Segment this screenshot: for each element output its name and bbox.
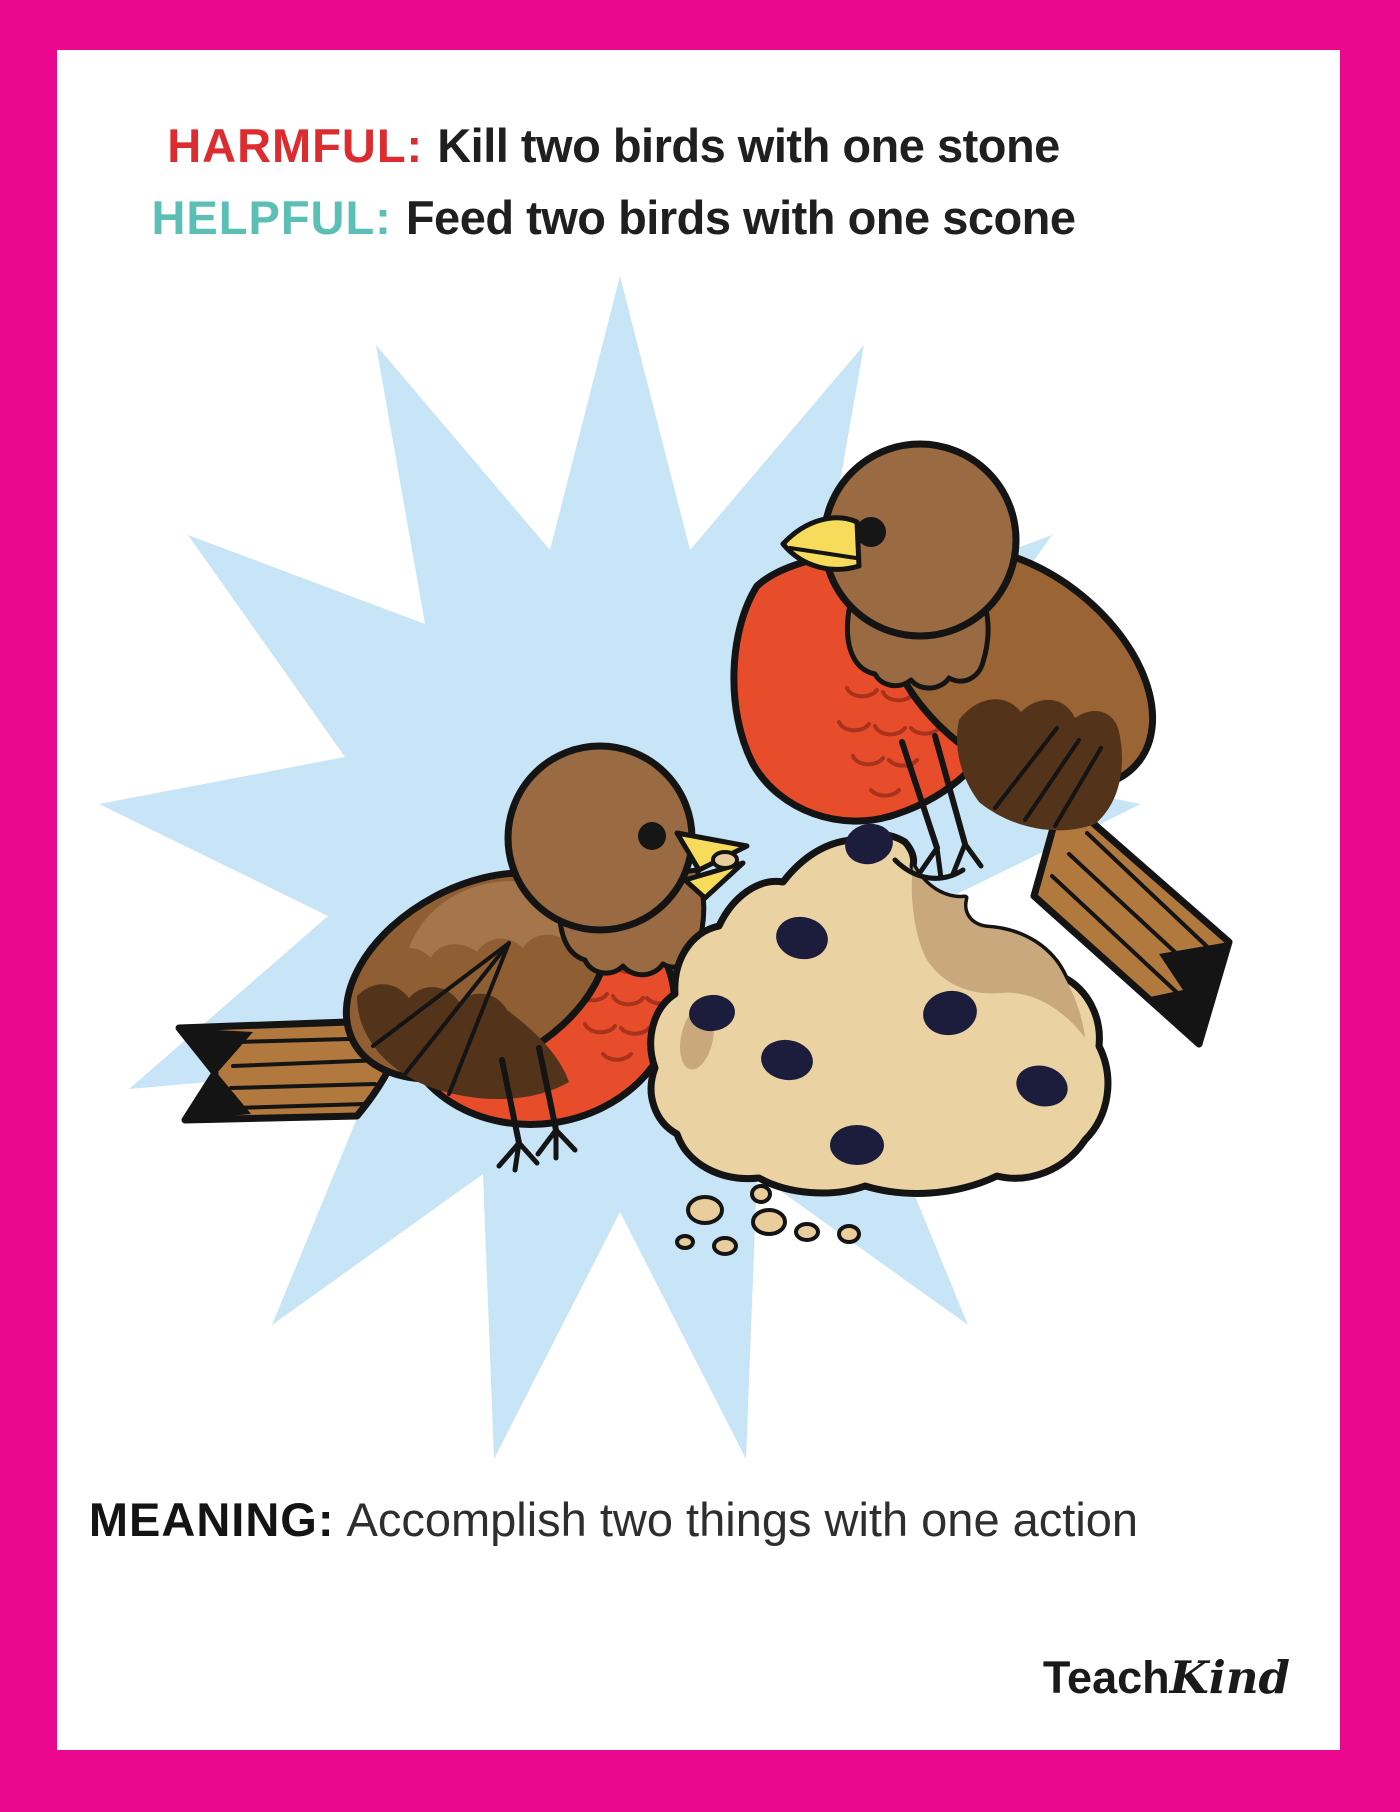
crumb [839,1226,859,1242]
left-bird-eye-icon [638,822,666,850]
crumb [752,1186,770,1202]
idiom-lines [0,110,1255,254]
crumb [753,1210,785,1234]
harmful-text: Kill two birds with one stone [437,119,1060,172]
helpful-text: Feed two birds with one scone [405,191,1076,244]
poster-card [57,50,1340,1750]
birds-scone-illustration-icon [57,248,1340,1498]
right-bird-eye-icon [856,517,886,547]
helpful-line [0,182,1255,254]
teachkind-logo [1043,1651,1290,1704]
crumb [714,1238,736,1254]
crumb [688,1197,722,1223]
brand-teach: Teach [1042,1652,1170,1703]
brand-kind: Kind [1169,1651,1290,1704]
harmful-label: HARMFUL: [167,119,424,172]
crumb [796,1224,818,1240]
helpful-label: HELPFUL: [151,191,392,244]
meaning-text: Accomplish two things with one action [346,1493,1139,1546]
meaning-label: MEANING: [88,1493,335,1546]
harmful-line [0,110,1255,182]
meaning-line [0,1488,1255,1552]
crumb [677,1236,693,1248]
chocolate-chip [830,1125,884,1165]
beak-crumb-icon [713,852,737,868]
